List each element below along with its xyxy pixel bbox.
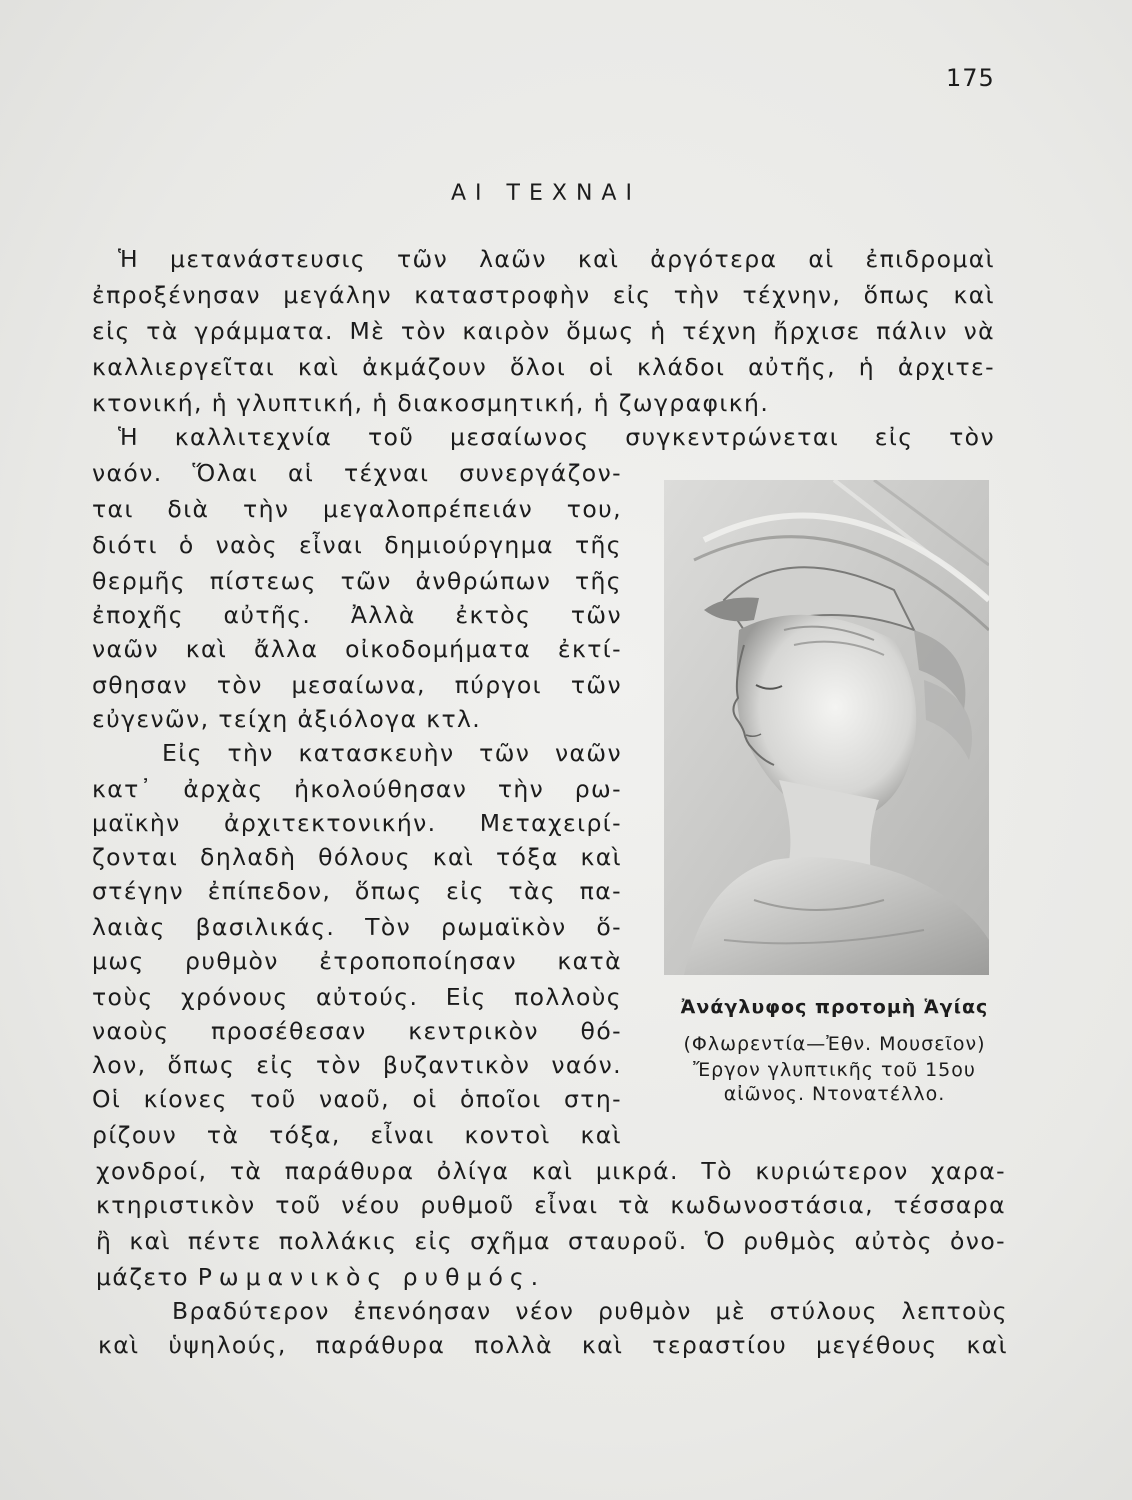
text-line: Ἡ μετανάστευσις τῶν λαῶν καὶ ἀργότερα αἱ ἐπιδρομαὶ — [118, 245, 995, 273]
figure-caption-location: (Φλωρεντία—Ἐθν. Μουσεῖον) — [683, 1033, 986, 1055]
relief-bust-photo — [664, 480, 989, 975]
text-line: Βραδύτερον ἐπενόησαν νέον ρυθμὸν μὲ στύλους λεπτοὺς — [172, 1297, 1008, 1325]
chapter-heading: ΑΙ ΤΕΧΝΑΙ — [451, 181, 641, 206]
text-line: Οἱ κίονες τοῦ ναοῦ, οἱ ὁποῖοι στη- — [92, 1085, 622, 1113]
emphasized-term: Ρωμανικὸς ρυθμός. — [197, 1263, 546, 1291]
text-line: ναῶν καὶ ἄλλα οἰκοδομήματα ἐκτί- — [92, 635, 622, 663]
text-line: θερμῆς πίστεως τῶν ἀνθρώπων τῆς — [92, 567, 622, 595]
text-line: ται διὰ τὴν μεγαλοπρέπειάν του, — [92, 495, 622, 523]
text-line: κτονική, ἡ γλυπτική, ἡ διακοσμητική, ἡ ζωγραφική. — [92, 389, 770, 417]
text-line: χονδροί, τὰ παράθυρα ὀλίγα καὶ μικρά. Τὸ κυριώτερον χαρα- — [96, 1157, 1006, 1185]
text-line: ναοὺς προσέθεσαν κεντρικὸν θό- — [92, 1017, 622, 1045]
text-line: στέγην ἐπίπεδον, ὅπως εἰς τὰς πα- — [92, 877, 622, 905]
text-line: τοὺς χρόνους αὐτούς. Εἰς πολλοὺς — [92, 983, 622, 1011]
text-line: κατ᾽ ἀρχὰς ἠκολούθησαν τὴν ρω- — [92, 775, 622, 803]
text-line — [96, 1262, 545, 1292]
text-line: κτηριστικὸν τοῦ νέου ρυθμοῦ εἶναι τὰ κωδωνοστάσια, τέσσαρα — [96, 1191, 1006, 1219]
text-line: διότι ὁ ναὸς εἶναι δημιούργημα τῆς — [92, 531, 622, 559]
text-line: εὐγενῶν, τείχη ἀξιόλογα κτλ. — [92, 705, 482, 733]
page-number: 175 — [946, 64, 995, 92]
text-line: εἰς τὰ γράμματα. Μὲ τὸν καιρὸν ὅμως ἡ τέχνη ἤρχισε πάλιν νὰ — [92, 317, 995, 345]
figure-caption-title: Ἀνάγλυφος προτομὴ Ἁγίας — [680, 996, 989, 1018]
text-line: ζονται δηλαδὴ θόλους καὶ τόξα καὶ — [92, 843, 622, 871]
text-line: ἢ καὶ πέντε πολλάκις εἰς σχῆμα σταυροῦ. Ὁ ρυθμὸς αὐτὸς ὀνο- — [96, 1227, 1006, 1255]
relief-bust-illustration — [664, 480, 989, 975]
text-line: ἐπροξένησαν μεγάλην καταστροφὴν εἰς τὴν τέχνην, ὅπως καὶ — [92, 281, 995, 309]
text-line: ναόν. Ὅλαι αἱ τέχναι συνεργάζον- — [92, 459, 622, 487]
text-line: Ἡ καλλιτεχνία τοῦ μεσαίωνος συγκεντρώνεται εἰς τὸν — [118, 423, 995, 451]
text-line: λον, ὅπως εἰς τὸν βυζαντικὸν ναόν. — [92, 1051, 622, 1079]
figure-caption-artist: αἰῶνος. Ντονατέλλο. — [723, 1083, 946, 1105]
text-line: λαιὰς βασιλικάς. Τὸν ρωμαϊκὸν ὅ- — [92, 913, 622, 941]
text-line-prefix: μάζετο — [96, 1263, 189, 1291]
text-line: σθησαν τὸν μεσαίωνα, πύργοι τῶν — [92, 671, 622, 699]
text-line: ἐποχῆς αὐτῆς. Ἀλλὰ ἐκτὸς τῶν — [92, 601, 622, 629]
text-line: ρίζουν τὰ τόξα, εἶναι κοντοὶ καὶ — [92, 1121, 622, 1149]
figure-caption-work: Ἔργον γλυπτικῆς τοῦ 15ου — [693, 1059, 976, 1081]
text-line: Εἰς τὴν κατασκευὴν τῶν ναῶν — [162, 739, 622, 767]
text-line: καλλιεργεῖται καὶ ἀκμάζουν ὅλοι οἱ κλάδοι αὐτῆς, ἡ ἀρχιτε- — [92, 353, 995, 381]
text-line: καὶ ὑψηλούς, παράθυρα πολλὰ καὶ τεραστίου μεγέθους καὶ — [98, 1331, 1008, 1359]
text-line: μως ρυθμὸν ἐτροποποίησαν κατὰ — [92, 947, 622, 975]
text-line: μαϊκὴν ἀρχιτεκτονικήν. Μεταχειρί- — [92, 809, 622, 837]
